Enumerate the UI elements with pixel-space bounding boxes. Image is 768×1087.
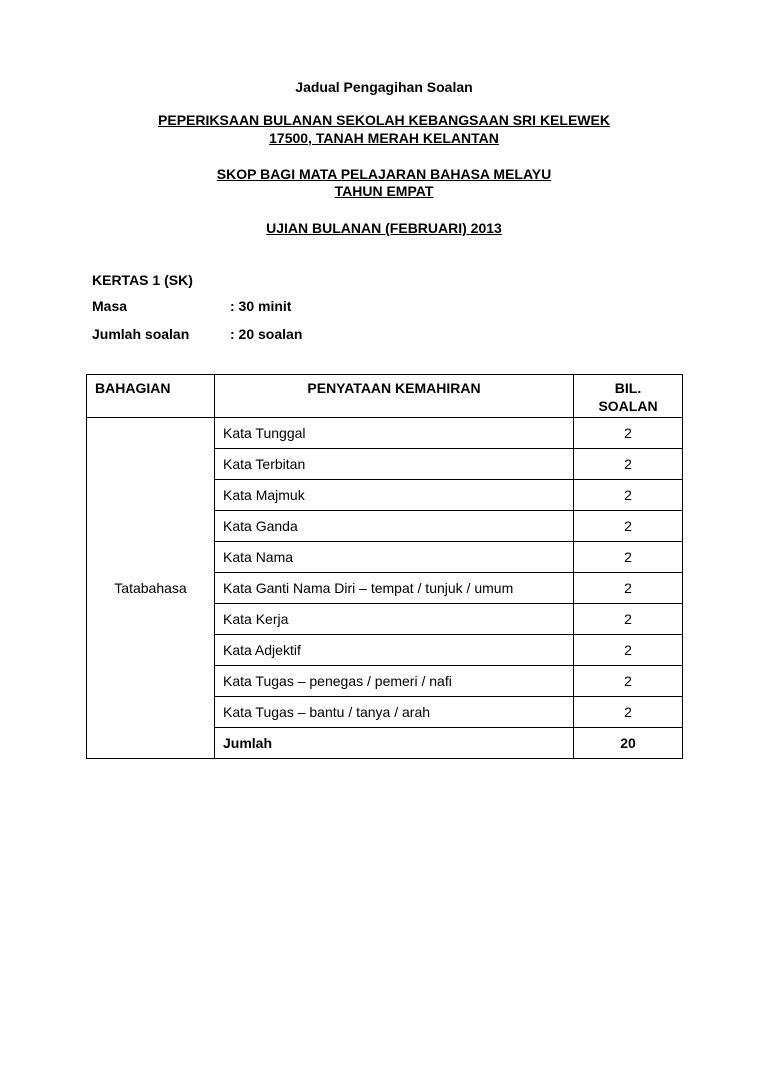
count-cell: 2 <box>574 480 683 511</box>
count-cell: 2 <box>574 635 683 666</box>
header-count <box>574 375 683 418</box>
exam-heading-line2: 17500, TANAH MERAH KELANTAN <box>269 130 499 146</box>
skill-cell: Kata Majmuk <box>215 480 574 511</box>
exam-heading-line1: PEPERIKSAAN BULANAN SEKOLAH KEBANGSAAN SRI KELEWEK <box>158 112 610 128</box>
header-count-line2: SOALAN <box>598 398 658 414</box>
skill-cell: Kata Tugas – penegas / pemeri / nafi <box>215 666 574 697</box>
paper-name: KERTAS 1 (SK) <box>92 272 193 288</box>
skill-cell: Kata Adjektif <box>215 635 574 666</box>
skill-cell: Kata Tunggal <box>215 418 574 449</box>
section-cell: Tatabahasa <box>87 418 215 759</box>
skill-cell: Kata Ganda <box>215 511 574 542</box>
header-section: BAHAGIAN <box>87 375 215 418</box>
scope-heading-line1: SKOP BAGI MATA PELAJARAN BAHASA MELAYU <box>216 166 552 182</box>
count-cell: 2 <box>574 542 683 573</box>
scope-heading-line2: TAHUN EMPAT <box>334 183 434 199</box>
question-count-label: Jumlah soalan <box>92 326 190 342</box>
skill-cell: Kata Kerja <box>215 604 574 635</box>
skill-cell: Kata Terbitan <box>215 449 574 480</box>
total-value: 20 <box>574 728 683 759</box>
table-row <box>87 418 683 449</box>
count-cell: 2 <box>574 418 683 449</box>
count-cell: 2 <box>574 666 683 697</box>
count-cell: 2 <box>574 573 683 604</box>
skill-cell: Kata Ganti Nama Diri – tempat / tunjuk / umum <box>215 573 574 604</box>
header-skill: PENYATAAN KEMAHIRAN <box>215 375 574 418</box>
table-header-row <box>87 375 683 418</box>
question-distribution-table <box>86 374 683 759</box>
count-cell: 2 <box>574 604 683 635</box>
time-label: Masa <box>92 298 128 314</box>
document-title: Jadual Pengagihan Soalan <box>295 79 473 95</box>
count-cell: 2 <box>574 449 683 480</box>
skill-cell: Kata Nama <box>215 542 574 573</box>
question-count-value: : 20 soalan <box>230 326 303 342</box>
total-label: Jumlah <box>215 728 574 759</box>
time-value: : 30 minit <box>230 298 292 314</box>
header-count-line1: BIL. <box>614 380 642 396</box>
skill-cell: Kata Tugas – bantu / tanya / arah <box>215 697 574 728</box>
test-name: UJIAN BULANAN (FEBRUARI) 2013 <box>266 220 502 236</box>
count-cell: 2 <box>574 697 683 728</box>
count-cell: 2 <box>574 511 683 542</box>
